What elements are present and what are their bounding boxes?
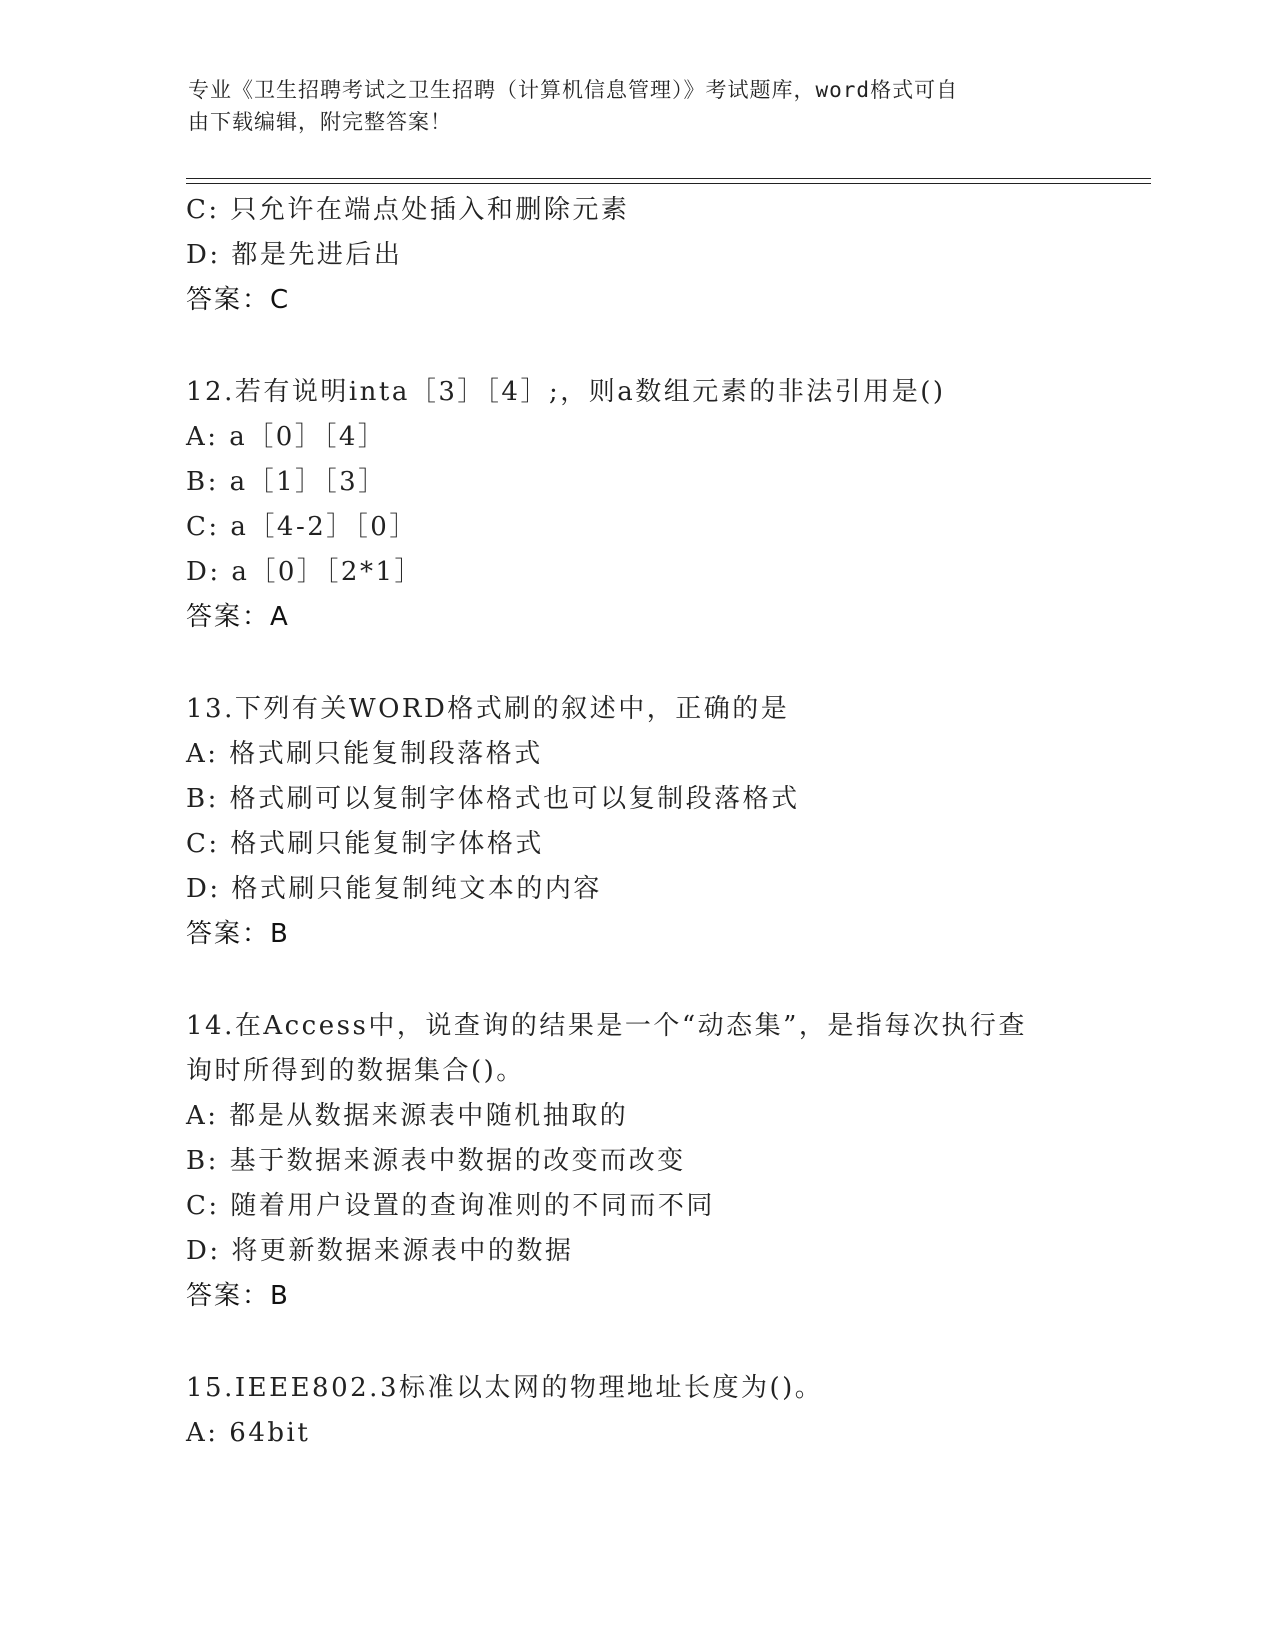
option-b: B: a［1］［3］ xyxy=(186,467,387,497)
answer-line: 答案：B xyxy=(186,1281,290,1311)
question-stem-line-1: 14.在Access中，说查询的结果是一个“动态集”，是指每次执行查 xyxy=(186,1011,1027,1041)
document-body xyxy=(186,188,1146,1456)
spacer xyxy=(186,1319,1146,1366)
question-stem: 13.下列有关WORD格式刷的叙述中，正确的是 xyxy=(186,694,790,724)
header-divider-bottom xyxy=(186,183,1151,184)
spacer xyxy=(186,640,1146,687)
option-c: C: 只允许在端点处插入和删除元素 xyxy=(186,195,630,225)
option-b: B: 基于数据来源表中数据的改变而改变 xyxy=(186,1146,686,1176)
question-14 xyxy=(186,1004,1146,1319)
option-c: C: 随着用户设置的查询准则的不同而不同 xyxy=(186,1191,715,1221)
option-a: A: 都是从数据来源表中随机抽取的 xyxy=(186,1101,629,1131)
option-a: A: 64bit xyxy=(186,1418,311,1448)
header-line-2: 由下载编辑，附完整答案！ xyxy=(188,110,452,134)
question-15 xyxy=(186,1366,1146,1456)
option-d: D: a［0］［2*1］ xyxy=(186,557,423,587)
option-c: C: a［4-2］［0］ xyxy=(186,512,418,542)
spacer xyxy=(186,323,1146,370)
header-divider-top xyxy=(186,178,1151,179)
question-11-continued xyxy=(186,188,1146,323)
question-13 xyxy=(186,687,1146,957)
question-stem-line-2: 询时所得到的数据集合()。 xyxy=(186,1056,525,1086)
question-stem: 15.IEEE802.3标准以太网的物理地址长度为()。 xyxy=(186,1373,824,1403)
option-a: A: 格式刷只能复制段落格式 xyxy=(186,739,543,769)
option-d: D: 将更新数据来源表中的数据 xyxy=(186,1236,574,1266)
header-line-1: 专业《卫生招聘考试之卫生招聘（计算机信息管理）》考试题库，word格式可自 xyxy=(188,78,959,102)
question-stem: 12.若有说明inta［3］［4］;，则a数组元素的非法引用是() xyxy=(186,377,946,407)
answer-line: 答案：A xyxy=(186,602,290,632)
option-d: D: 格式刷只能复制纯文本的内容 xyxy=(186,874,602,904)
option-c: C: 格式刷只能复制字体格式 xyxy=(186,829,544,859)
answer-line: 答案：B xyxy=(186,919,290,949)
option-b: B: 格式刷可以复制字体格式也可以复制段落格式 xyxy=(186,784,800,814)
document-header xyxy=(188,74,1068,138)
answer-line: 答案：C xyxy=(186,285,291,315)
spacer xyxy=(186,957,1146,1004)
question-12 xyxy=(186,370,1146,640)
option-d: D: 都是先进后出 xyxy=(186,240,403,270)
option-a: A: a［0］［4］ xyxy=(186,422,387,452)
